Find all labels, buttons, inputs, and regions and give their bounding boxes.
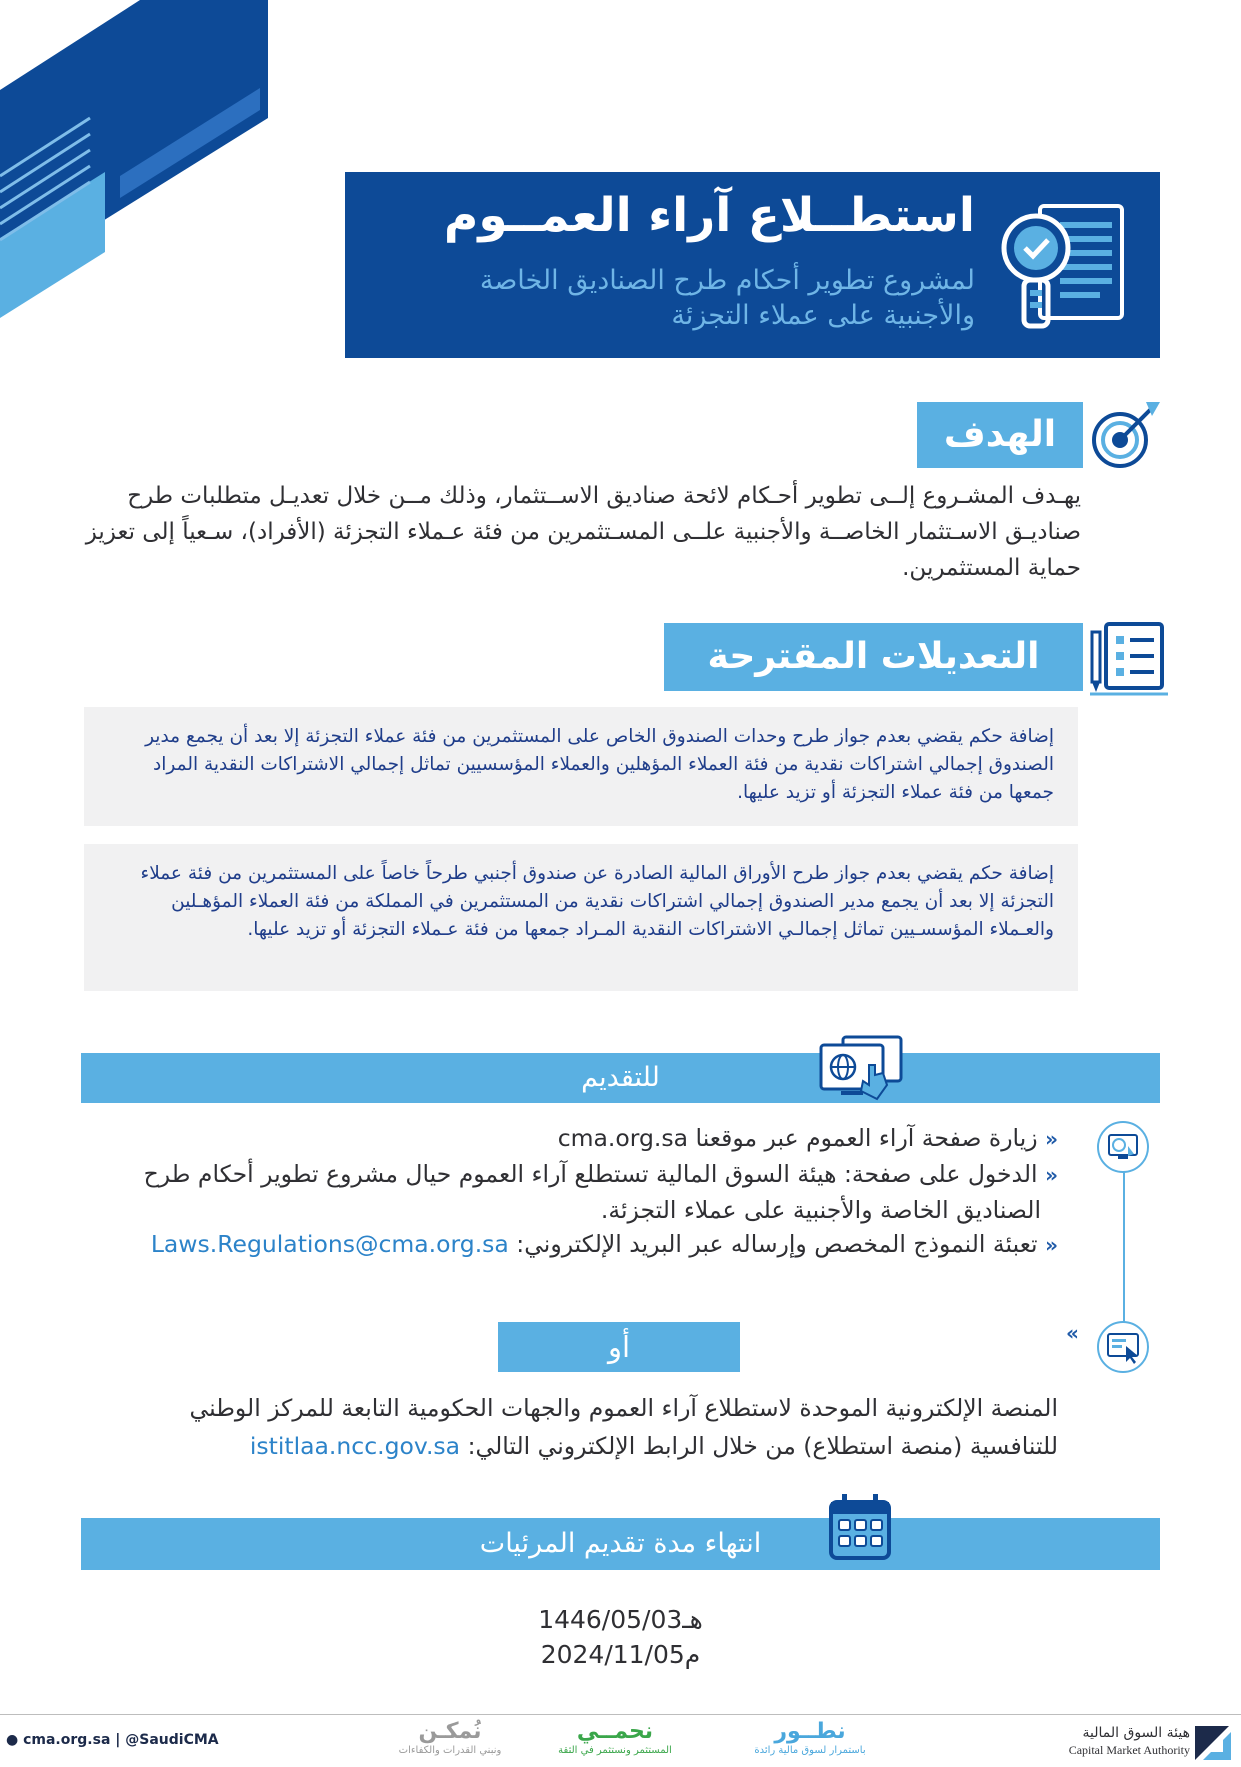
motto-subtitle: ونبني القدرات والكفاءات bbox=[398, 1745, 502, 1756]
deadline-date-hijri: 1446/05/03هـ bbox=[538, 1605, 703, 1634]
page-title: استطــلاع آراء العمــوم bbox=[443, 188, 975, 243]
org-name-arabic: هيئة السوق المالية bbox=[1082, 1725, 1190, 1741]
step-text: زيارة صفحة آراء العموم عبر موقعنا bbox=[695, 1124, 1038, 1152]
goal-description: يهـدف المشـروع إلــى تطوير أحـكام لائحة صناديق الاســتثمار، وذلك مــن خلال تعديـل متطلبات طرح صناديـق الاسـتثمار الخاصــة والأجنبية علــى المسـتثمرين من فئة عـملاء التجزئة (الأفراد)، سـعياً إلى تعزيز حماية المستثمرين. bbox=[85, 483, 1081, 581]
amendment-text: إضافة حكم يقضي بعدم جواز طرح الأوراق المالية الصادرة عن صندوق أجنبي طرحاً خاصاً على المستثمرين من فئة عملاء التجزئة إلا بعد أن يجمع مدير الصندوق إجمالي اشتراكات نقدية من المستثمرين في المملكة من فئة العملاء المؤهـلين والعـملاء المؤسسـيين تماثل إجمالـي الاشتراكات النقدية المـراد جمعها من فئة عـملاء التجزئة أو تزيد عليها. bbox=[140, 863, 1054, 940]
platform-text-line2 bbox=[250, 1432, 1058, 1460]
motto-title: نحمــي bbox=[576, 1719, 654, 1744]
chevron-icon: « bbox=[1045, 1233, 1058, 1257]
submit-heading-bar bbox=[81, 1053, 1160, 1103]
amendment-item bbox=[84, 707, 1078, 826]
amendments-heading: التعديلات المقترحة bbox=[664, 623, 1083, 691]
footer-social-handle[interactable]: @SaudiCMA bbox=[125, 1732, 219, 1748]
or-separator: أو bbox=[498, 1322, 740, 1372]
motto-title: نُمكـن bbox=[418, 1719, 482, 1744]
header-banner bbox=[345, 172, 1160, 358]
website-icon bbox=[1096, 1120, 1150, 1174]
corner-decoration bbox=[0, 0, 300, 320]
org-name-english: Capital Market Authority bbox=[1068, 1743, 1190, 1757]
target-icon bbox=[1090, 398, 1162, 470]
chevron-icon: « bbox=[1045, 1163, 1058, 1187]
submit-step-page bbox=[144, 1160, 1058, 1188]
calendar-icon bbox=[828, 1492, 892, 1562]
footer-website-link[interactable]: cma.org.sa bbox=[23, 1732, 111, 1748]
website-link[interactable]: cma.org.sa bbox=[557, 1124, 689, 1152]
amendment-item bbox=[84, 844, 1078, 991]
deadline-date-gregorian: 2024/11/05م bbox=[540, 1640, 701, 1669]
footer-divider bbox=[0, 1714, 1241, 1715]
motto-title: نطــور bbox=[774, 1719, 846, 1744]
submit-step-website bbox=[558, 1124, 1058, 1152]
submit-step-page-continued: الصناديق الخاصة والأجنبية على عملاء التجزئة. bbox=[600, 1196, 1041, 1224]
amendment-text: إضافة حكم يقضي بعدم جواز طرح وحدات الصندوق الخاص على المستثمرين من فئة عملاء التجزئة إلا بعد أن يجمع مدير الصندوق إجمالي اشتراكات نقدية من فئة العملاء المؤهلين والعملاء المؤسسيين تماثل إجمالي الاشتراكات النقدية المراد جمعها من فئة عملاء التجزئة أو تزيد عليها. bbox=[145, 726, 1054, 803]
form-click-icon bbox=[1096, 1320, 1150, 1374]
checklist-icon bbox=[1090, 620, 1168, 696]
globe-icon: ● bbox=[6, 1732, 19, 1748]
platform-text: للتنافسية (منصة استطلاع) من خلال الرابط الإلكتروني التالي: bbox=[467, 1432, 1058, 1460]
cma-logo-icon bbox=[1193, 1722, 1233, 1762]
page-subtitle-line2: والأجنبية على عملاء التجزئة bbox=[671, 300, 975, 331]
goal-heading: الهدف bbox=[917, 402, 1083, 468]
email-link[interactable]: Laws.Regulations@cma.org.sa bbox=[150, 1230, 509, 1258]
platform-text-line1: المنصة الإلكترونية الموحدة لاستطلاع آراء العموم والجهات الحكومية التابعة للمركز الوطني bbox=[189, 1394, 1058, 1422]
chevron-icon: « bbox=[1066, 1321, 1079, 1345]
step-text: الدخول على صفحة: هيئة السوق المالية تستطلع آراء العموم حيال مشروع تطوير أحكام طرح bbox=[143, 1160, 1038, 1188]
deadline-heading: انتهاء مدة تقديم المرئيات bbox=[81, 1518, 1160, 1570]
chevron-icon: « bbox=[1045, 1127, 1058, 1151]
motto-subtitle: باستمرار لسوق مالية رائدة bbox=[754, 1745, 866, 1756]
footer-contact bbox=[6, 1732, 219, 1748]
footer-motto-enable bbox=[380, 1719, 520, 1756]
page-subtitle-line1: لمشروع تطوير أحكام طرح الصناديق الخاصة bbox=[479, 265, 975, 296]
footer-motto-protect bbox=[545, 1719, 685, 1756]
step-text: تعبئة النموذج المخصص وإرساله عبر البريد الإلكتروني: bbox=[516, 1230, 1038, 1258]
web-click-icon bbox=[817, 1035, 904, 1102]
footer-motto-develop bbox=[740, 1719, 880, 1756]
motto-subtitle: المستثمر ونستثمر في الثقة bbox=[558, 1745, 672, 1756]
submit-step-email bbox=[151, 1230, 1058, 1258]
submit-heading: للتقديم bbox=[581, 1062, 660, 1093]
footer-separator: | bbox=[115, 1732, 121, 1748]
survey-document-icon bbox=[1000, 192, 1130, 337]
cma-logo-text bbox=[1040, 1725, 1190, 1758]
istitlaa-link[interactable]: istitlaa.ncc.gov.sa bbox=[249, 1432, 461, 1460]
timeline-connector bbox=[1123, 1167, 1125, 1325]
